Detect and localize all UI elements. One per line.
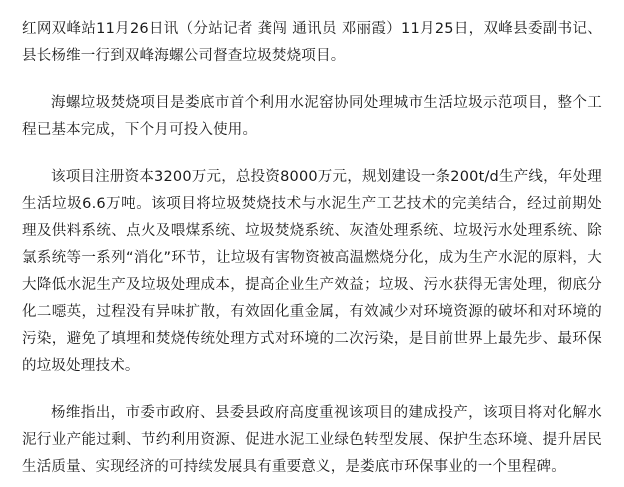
paragraph-3: 杨维指出，市委市政府、县委县政府高度重视该项目的建成投产，该项目将对化解水泥行业产能过剩、节约利用资源、促进水泥工业绿色转型发展、保护生态环境、提升居民生活质量、实现经济的可持续发展具有重要意义，是娄底市环保事业的一个里程碑。 — [22, 405, 602, 475]
paragraph-lead: 红网双峰站11月26日讯（分站记者 龚闯 通讯员 邓丽霞）11月25日，双峰县委副书记、县长杨维一行到双峰海螺公司督查垃圾焚烧项目。 — [22, 21, 602, 64]
paragraph-2: 该项目注册资本3200万元，总投资8000万元，规划建设一条200t/d生产线，年处理生活垃圾6.6万吨。该项目将垃圾焚烧技术与水泥生产工艺技术的完美结合，经过前期处理及供料系统、点火及喂煤系统、垃圾焚烧系统、灰渣处理系统、垃圾污水处理系统、除氯系统等一系列“消化”环节，让垃圾有害物资被高温燃烧分化，成为生产水泥的原料，大大降低水泥生产及垃圾处理成本，提高企业生产效益；垃圾、污水获得无害处理，彻底分化二噁英，过程没有异味扩散，有效固化重金属，有效减少对环境资源的破坏和对环境的污染，避免了填埋和焚烧传统处理方式对环境的二次污染，是目前世界上最先步、最环保的垃圾处理技术。 — [22, 169, 602, 374]
paragraph-1: 海螺垃圾焚烧项目是娄底市首个利用水泥窑协同处理城市生活垃圾示范项目，整个工程已基本完成，下个月可投入使用。 — [22, 95, 602, 138]
